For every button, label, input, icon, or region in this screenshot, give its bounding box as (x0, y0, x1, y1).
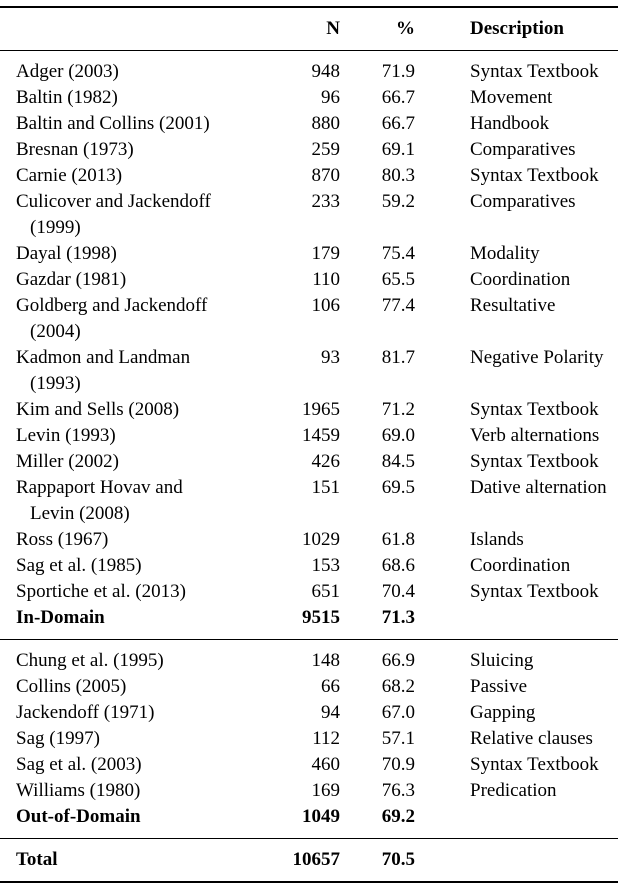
cell-source: Ross (1967) (16, 529, 109, 550)
cell-source: Sag (1997) (16, 728, 100, 749)
table-row (0, 189, 618, 241)
cell-n: 1029 (302, 529, 340, 550)
corpus-results-table (0, 6, 618, 883)
cell-pct: 66.9 (381, 650, 415, 671)
cell-desc (415, 605, 618, 640)
cell-pct: 69.5 (381, 477, 415, 498)
cell-pct: 71.2 (381, 399, 415, 420)
cell-pct: 66.7 (381, 87, 415, 108)
table-row (0, 475, 618, 527)
cell-source: Rappaport Hovav and Levin (2008) (16, 477, 183, 524)
cell-n: 1459 (302, 425, 340, 446)
cell-desc: Gapping (470, 702, 536, 723)
cell-pct: 71.3 (381, 607, 415, 628)
cell-source: Baltin and Collins (2001) (16, 113, 210, 134)
cell-pct: 69.1 (381, 139, 415, 160)
cell-source: Kim and Sells (2008) (16, 399, 180, 420)
cell-pct: 84.5 (381, 451, 415, 472)
cell-desc: Negative Polarity (470, 347, 604, 368)
table-row (0, 752, 618, 778)
cell-desc (415, 839, 618, 883)
cell-source: Dayal (1998) (16, 243, 117, 264)
cell-n: 110 (312, 269, 340, 290)
cell-pct: 80.3 (381, 165, 415, 186)
cell-n: 948 (311, 61, 340, 82)
cell-pct: 69.2 (381, 806, 415, 827)
cell-desc: Resultative (470, 295, 556, 316)
table-row (0, 293, 618, 345)
cell-n: 233 (311, 191, 340, 212)
cell-source: Total (16, 849, 58, 870)
cell-n: 880 (311, 113, 340, 134)
header-n: N (326, 18, 340, 39)
cell-source: Goldberg and Jackendoff (2004) (16, 295, 208, 342)
table-row (0, 579, 618, 605)
cell-n: 151 (311, 477, 340, 498)
cell-n: 870 (311, 165, 340, 186)
cell-pct: 70.5 (381, 849, 415, 870)
cell-desc: Predication (470, 780, 557, 801)
cell-source: Levin (1993) (16, 425, 116, 446)
cell-pct: 68.2 (381, 676, 415, 697)
cell-n: 179 (311, 243, 340, 264)
cell-pct: 71.9 (381, 61, 415, 82)
table-row (0, 241, 618, 267)
table-row (0, 397, 618, 423)
table-row (0, 51, 618, 86)
cell-source: Sag et al. (1985) (16, 555, 142, 576)
cell-pct: 70.9 (381, 754, 415, 775)
table-row (0, 605, 618, 640)
cell-source: Bresnan (1973) (16, 139, 134, 160)
cell-desc: Verb alternations (470, 425, 600, 446)
table-row (0, 640, 618, 675)
table-row (0, 163, 618, 189)
cell-desc: Coordination (470, 555, 571, 576)
cell-pct: 77.4 (381, 295, 415, 316)
table-section-total (0, 839, 618, 883)
table-section-in-domain (0, 51, 618, 640)
cell-pct: 75.4 (381, 243, 415, 264)
cell-source: Out-of-Domain (16, 806, 141, 827)
cell-pct: 76.3 (381, 780, 415, 801)
cell-n: 153 (311, 555, 340, 576)
table-row (0, 553, 618, 579)
cell-source: Carnie (2013) (16, 165, 123, 186)
cell-desc: Relative clauses (470, 728, 593, 749)
table-row (0, 449, 618, 475)
header-description: Description (470, 18, 564, 39)
cell-source: Jackendoff (1971) (16, 702, 155, 723)
header-percent: % (396, 18, 415, 39)
cell-desc: Modality (470, 243, 540, 264)
cell-pct: 81.7 (381, 347, 415, 368)
cell-n: 96 (321, 87, 340, 108)
table-row (0, 700, 618, 726)
cell-source: Adger (2003) (16, 61, 119, 82)
cell-pct: 61.8 (381, 529, 415, 550)
table-section-out-of-domain (0, 640, 618, 839)
table-row (0, 804, 618, 839)
cell-n: 93 (321, 347, 340, 368)
cell-n: 651 (311, 581, 340, 602)
cell-pct: 70.4 (381, 581, 415, 602)
cell-desc: Syntax Textbook (470, 165, 599, 186)
cell-desc: Syntax Textbook (470, 754, 599, 775)
cell-pct: 59.2 (381, 191, 415, 212)
cell-desc: Coordination (470, 269, 571, 290)
table-row (0, 111, 618, 137)
cell-pct: 67.0 (381, 702, 415, 723)
table-row (0, 85, 618, 111)
cell-pct: 68.6 (381, 555, 415, 576)
header-source (0, 7, 224, 51)
cell-source: Miller (2002) (16, 451, 119, 472)
cell-desc: Islands (470, 529, 524, 550)
header-row (0, 7, 618, 51)
cell-pct: 57.1 (381, 728, 415, 749)
cell-desc: Handbook (470, 113, 550, 134)
cell-desc: Dative alternation (470, 477, 607, 498)
cell-n: 148 (311, 650, 340, 671)
cell-source: Culicover and Jackendoff (1999) (16, 191, 211, 238)
table-row (0, 778, 618, 804)
cell-source: In-Domain (16, 607, 105, 628)
cell-desc: Sluicing (470, 650, 534, 671)
table-row (0, 726, 618, 752)
cell-desc: Comparatives (470, 139, 576, 160)
cell-n: 9515 (302, 607, 340, 628)
table-row (0, 345, 618, 397)
table-row (0, 839, 618, 883)
cell-desc: Passive (470, 676, 527, 697)
cell-desc: Comparatives (470, 191, 576, 212)
cell-source: Williams (1980) (16, 780, 141, 801)
cell-n: 94 (321, 702, 340, 723)
cell-n: 112 (312, 728, 340, 749)
cell-pct: 69.0 (381, 425, 415, 446)
cell-source: Kadmon and Landman (1993) (16, 347, 191, 394)
table-row (0, 527, 618, 553)
cell-source: Baltin (1982) (16, 87, 118, 108)
table-row (0, 267, 618, 293)
cell-n: 259 (311, 139, 340, 160)
cell-desc: Syntax Textbook (470, 451, 599, 472)
cell-n: 426 (311, 451, 340, 472)
cell-desc: Syntax Textbook (470, 61, 599, 82)
cell-n: 10657 (292, 849, 340, 870)
cell-n: 1049 (302, 806, 340, 827)
cell-pct: 65.5 (381, 269, 415, 290)
cell-desc: Syntax Textbook (470, 399, 599, 420)
table-row (0, 137, 618, 163)
cell-source: Collins (2005) (16, 676, 127, 697)
cell-n: 169 (311, 780, 340, 801)
cell-source: Sportiche et al. (2013) (16, 581, 186, 602)
cell-source: Gazdar (1981) (16, 269, 127, 290)
table-row (0, 674, 618, 700)
cell-desc: Movement (470, 87, 553, 108)
cell-n: 460 (311, 754, 340, 775)
cell-n: 66 (321, 676, 340, 697)
cell-n: 106 (311, 295, 340, 316)
cell-source: Chung et al. (1995) (16, 650, 164, 671)
table-header (0, 7, 618, 51)
cell-pct: 66.7 (381, 113, 415, 134)
cell-n: 1965 (302, 399, 340, 420)
cell-desc (415, 804, 618, 839)
cell-source: Sag et al. (2003) (16, 754, 142, 775)
cell-desc: Syntax Textbook (470, 581, 599, 602)
table-row (0, 423, 618, 449)
